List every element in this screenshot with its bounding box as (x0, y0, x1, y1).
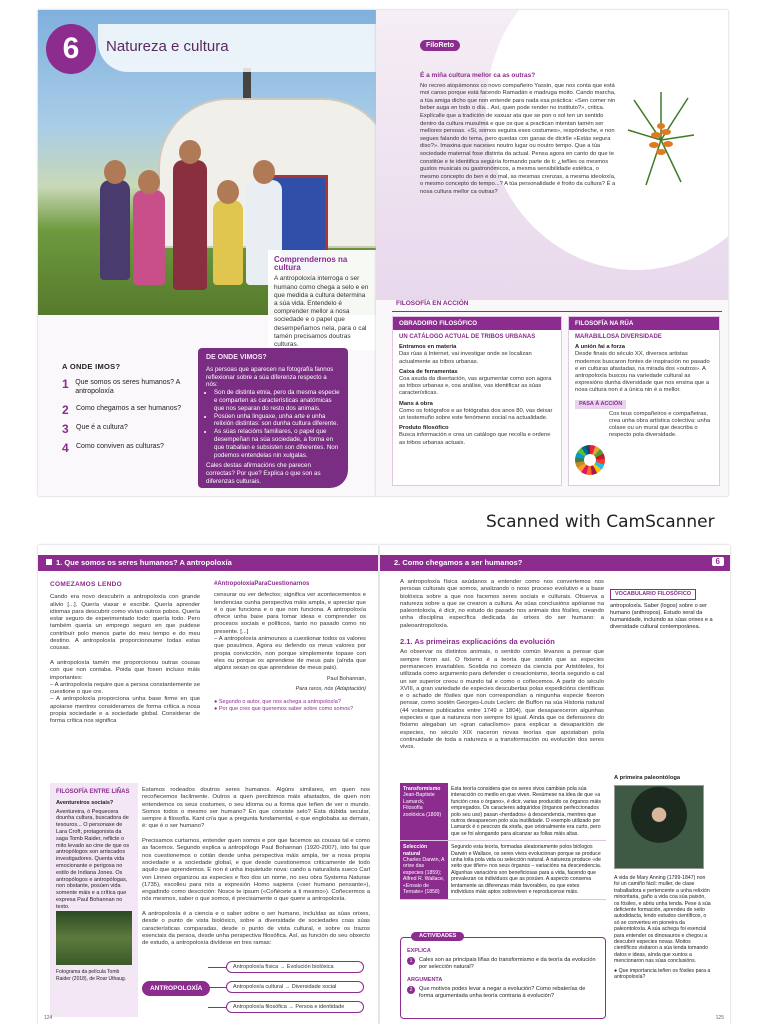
reading-right-column: #AntropoloxíaParaCuestionarnos censurar ou ver defectos; significa ver acontecementos e tendencias cunha perspectiva máis ampla, e apreciar que é o que funciona e o que non funciona. A antropoloxía ofrece unha base para tomar ideas e comprender os procesos sociais e políticos, tanto no pasado como no presente. [...] – A antropoloxía animounos a cuestionar todos os valores que posuímos. Agora eu defendo os meus valores por propia convicción, non porque simplemente topase con eles ou porque os aprendese de meus pais (aínda que algúns sexan os que aprendese de meus pais). Paul Bohannan, Para raros, nós (Adaptación) ● Segundo o autor, que nos achega a antropoloxía? ● Por que cres que queremos saber sobre como somos? (214, 581, 366, 713)
scanner-watermark: Scanned with CamScanner (486, 512, 715, 532)
pasa-accion-tag: PASA Á ACCIÓN (575, 400, 626, 409)
antropoloxia-branch: Antropoloxía cultural → Diversidade social (226, 981, 364, 993)
onde-vimos-title: DE ONDE VIMOS? (206, 354, 267, 361)
onde-imos-title: A ONDE IMOS? (62, 362, 121, 371)
antropoloxia-root: ANTROPOLOXÍA (142, 981, 210, 996)
page-number: 124 (44, 1015, 53, 1021)
onde-imos-item: 3 Que é a cultura? (62, 422, 128, 436)
reading-questions: ● Segundo o autor, que nos achega a antropoloxía? ● Por que cres que queremos saber sobre como somos? (214, 699, 354, 713)
chapter-chip: 6 (712, 557, 724, 566)
mary-anning-portrait (614, 785, 704, 869)
vocabulary-box: VOCABULARIO FILOSÓFICO antropoloxía. Saber (logos) sobre o ser humano (anthropos). Estudo xeral da humanidade, incluindo as súas orixes e a diversidade cultural contemporánea. (610, 591, 713, 630)
antropoloxia-diagram (138, 959, 378, 1021)
sdg-wheel-icon (575, 445, 605, 475)
filosofia-entre-linas-box: FILOSOFÍA ENTRE LIÑAS Aventureiros sociais? Aventureira, ó Pequecera dounha cultura, buscadora de tesouros... O personaxe de Lara Croft, protagonista da saga Tomb Raider, reflicte o mito levado ao cine de que os antropólogos son arriscados investigadores. Quenta vida emocionante e perigosa no estilo de Indiana Jones. Os antropólogos e antropólogas, non obstante, posúen vida somente máis e a crítica que expresa Paul Bohannan no texto. Fotograma da película Tomb Raider (2018), de Roar Uthaug. (50, 783, 138, 1017)
onde-imos-item: 1 Que somos os seres humanos? A antropoloxía (62, 377, 180, 395)
onde-imos (62, 362, 212, 462)
section-1-header: 1. Que somos os seres humanos? A antropoloxía (38, 555, 378, 571)
understand-text: A antropoloxía interroga o ser humano como chega a selo e en que medida a cultura determina a súa vida. Entendelo é comprender mellor a nosa sociedade e o papel que desempeñamos nela, para o cal tamén precisamos doutras culturas. (274, 275, 369, 349)
portrait-title: A primeira paleontóloga (614, 775, 681, 781)
subsection-title: 2.1. As primeiras explicacións da evolución (400, 637, 555, 647)
antropoloxia-branch: Antropoloxía filosófica → Persoa e identidade (226, 1001, 364, 1013)
chapter-number: 6 (46, 24, 96, 74)
understand-title: Comprendernos na cultura (274, 255, 348, 273)
filoreto-tag: FiloReto (420, 40, 460, 51)
antropoloxia-branch: Antropoloxía física → Evolución biolóxica (226, 961, 364, 973)
hashtag: #AntropoloxíaParaCuestionarnos (214, 581, 310, 587)
portrait-caption: A vida de Mary Anning (1799-1847) non foi un camiño fácil: muller, de clase traballadora e pertencente a unha relixión minoritaria, gaño a vida coa súa paixón, os fósiles, e abriu unha tenda. Pese á súa deficiente formación, aprendeu de xeito autodidacta, lendo estudos científicos, o só se converteu en pioneira da paleontoloxía. A súa achega foi esencial para entender os dinosauros e chegou a descubrir especies novas. Moitos científicos visitaron a súa tenda tomando datos e ideas, aínda que xuntos a mencionaron nas súas conclusións. ● Que importancia teñen os fósiles para a antropoloxía? (614, 875, 711, 981)
section-2-body: A antropoloxía física axúdanos a entender como nos convertemos nos persoas culturais que somos, analizando o noso proceso evolutivo e a base biolóxica sobre a que nos facemos seres sociais e culturais. Observa a natureza sobre a que se crearon a cultura. As súas conclusións apóianse na paleontoloxía, é dicir, no estudo do pasado nos animais dos fósiles, creando unha disciplina específica dedicada ás orixes do ser humano: a paleoantropoloxía. 2.1. As primeiras explicacións da evolución Ao observar os distintos animais, o sentido común lévanos a pensar que sempre foron así. O fixismo é a teoría que sostén que as especies permanecen invariables. Sostida no comezo da ciencia por Aristóteles, foi utilizada como argumento para defender o creacionismo, teoría segundo a cal un ser superior creou o mundo tal e como o coñecemos. A partir do século XVIII, a gran variedade de especies descubertas polas expedicións científicas e o achado de fósiles que non correspondían a ningunha especie fixeron pensar, como sostén Georges-Louis Leclerc de Buffon na súa Historia natural (44 volumes publicados entre 1749 e 1804), que desapareceron algunhas especies e que a natureza non sempre foi igual. Ainda que os defensores do fixismo alegaban un «gran cataclismo» para explicar a desaparición de especies, no século XIX naceron novas teorías que apostaban pola continuidade de toda a natureza e a transformación ou evolución dos seres vivos. (400, 579, 604, 751)
section-1-page (38, 545, 378, 1024)
section-1-body: Estamos rodeados doutros seres humanos. Algúns similares, en quen nos recoñecemos facilmente. Outros a quen percibimos máis afastados, de quen non entendemos os seus costumes, o seu idioma ou a forma que teñen de ver o mundo. Somos todos o mesmo ser humano? En que consiste selo? Esta dúbida secular, sempre á filosofía. Kant cría que a pregunta fundamental, e que englobaba as demais, é: que é o ser humano? Precisamos curtarnos, entender quen somos e por que facemos as cousas tal e como as facemos. Segundo explica a antropólogo Paul Bohannan (1920-2007), isto fai que nos cuestionemos o cotián desde unha perspectiva máis ampla, ter a nosa propia sociedade e a sociedade global, e que desde cuestionemos criticamente de todo aquilo que aprendemos. E non é unha inquietude nova: cando a naturalista sueco Carl von Linneo organizou as especies e fixo dos un nome, no seu obra Systema Naturae (1735), escolleu para nós a expresión Homo sapiens («ser humano pensante»), engadindo como descrición: Nosce te ipsum («Coñécete a ti mesmo»). Coñecermos a nós mesmos, saber o que somos, é precisamente o que quere a antropoloxía. A antropoloxía é a ciencia e o saber sobre o ser humano, incluídas as súas orixes, desde o punto de vista biolóxico, sobre a diversidade de sociedades coas súas características comparadas, desde o punto de vista cultural, e sobre os trazos esenciais da persoa, desde unha perspectiva filosófica. Así, as función do seu obxecto de estudo, a antropoloxía divídese en tres ramas: (142, 787, 370, 947)
activities-box: ACTIVIDADES EXPLICA 1 Cales son as principais liñas do transformismo e da teoría da evolución por selección natural? ARGUMENTA 2 Que motivos podes levar a negar a evolución? Como rebaterías de forma argumentada unha teoría contraria á evolución? (400, 937, 606, 1019)
obradoiro-panel: OBRADOIRO FILOSÓFICO UN CATÁLOGO ACTUAL DE TRIBOS URBANAS Entramos en materia Das rúas á Internet, vai investigar onde se localizan actualmente as tribos urbanas. Caixa de ferramentas Coa axuda da disertación, vas argumentar como son agora as tribos urbanas e, coa análise, vas identificar as súas características. Mans á obra Como os fotógrafos e as fotógrafas dos anos 80, vas deixar un testemuño sobre este fenómeno social na actualidade. Produto filosófico Busca información e crea un catálogo que recolla e ordene as tribos urbanas actuais. (392, 316, 562, 486)
onde-imos-item: 2 Como chegamos a ser humanos? (62, 403, 182, 417)
chapter-opener-right-page (376, 10, 728, 496)
filosofia-rua-panel: FILOSOFÍA NA RÚA MARABILLOSA DIVERSIDADE A unión fai a forza Desde finais do século XX, diversos artistas modernos buscaron fontes de inspiración no pasado e en culturas afastadas, na mirada dos «outros». A antropoloxía buscou na variedade cultural as expresións dunha diversidade que nos ensina que a nosa cultura non é a única nin é a mellor. PASA Á ACCIÓN Cos teus compañeiros e compañeiras, crea unha obra artística colectiva: unha colaxe ou un mural que describa o respecto pola diversidade. (568, 316, 720, 486)
theories-table (400, 783, 606, 900)
chapter-title: Natureza e cultura (106, 38, 229, 55)
onde-imos-item: 4 Como conviven as culturas? (62, 441, 164, 455)
saffron-plant-icon (626, 90, 696, 190)
onde-vimos-box: DE ONDE VIMOS? As persoas que aparecen na fotografía fannos reflexionar sobre a súa diferenza respecto a nós: • Son de distinta etnia, pero da mesma especie e comparten as características anatómicas que nos separan do resto dos animais. • Posúen unha linguaxe, unha arte e unha relixión distintas: son dunha cultura diferente. • As súas relacións familiares, o papel que desempeñan na súa sociedade, a forma en que traballan e subsisten son diferentes. Non podemos entendelas nin xulgalas. Cales destas afirmacións che parecen correctas? Por que? Explica o que son as diferenzas culturais. (198, 348, 348, 488)
chapter-opener-left-page (38, 10, 376, 496)
filosofia-accion-header: FILOSOFÍA EN ACCIÓN (392, 298, 722, 312)
reading-left-column: COMEZAMOS LENDO Cando era novo descubrín a antropoloxía con grande alivio [...]. Quería viaxar e escribir. Quería aprender idiomas para descubrir como vivían outros pobos. Quería estar seguro de experimentado todo: quería todo. Pero também queria un emprego seguro en que puidese contribuír polo menos parte do meu tempo e do meu destino. A antropoloxía proporcionoume todas estas cousas. A antropoloxía tamén me proporcionou outras cousas con que non contaba. Poida que fosen incluso máis importantes: – A antropoloxía require que a persoa constantemente se cuestione o que cre. – A antropoloxía proporciona unha base firme en que apoiarse mentres consideramos de forma crítica a nosa propia sociedade e a sociedade global. Considerar de forma crítica nos significa (50, 581, 200, 725)
section-2-page (380, 545, 730, 1024)
table-row: Selección natural Charles Darwin, A orixe das especies (1859); Alfred R. Wallace, «Ensaio de Ternate» (1858) Segundo esta teoría, formadas aleatoriamente polos biólogos Darwin e Wallace, os seres vivos evolucionan porque se produce unha loita pola vida ou selección natural. A natureza produce «de xeito que tiñen» nos seus órganos – variacións na descendencia. Algunhas variacións son beneficiosas para a vida, facendo que prevalezan os individuos que as posúen. A aspecto conserva lentamente as diferenzas máis favorables, ou que estes individuos máis aptos sobreviven e reproducense máis. (400, 841, 606, 899)
page-number: 125 (715, 1015, 724, 1021)
tomb-raider-still (56, 911, 132, 965)
understand-box (268, 250, 376, 350)
section-2-header: 2. Como chegamos a ser humanos? 6 (380, 555, 730, 571)
filoreto-text: É a miña cultura mellor ca as outras? No recreo atopámonos co novo compañeiro Yassin, que nos conta que está moi canso porque está facendo Ramadán e madruga moito. Cando marcha, a túa amiga dicho que non entende para nada esa práctica: «Sen comer nin beber auga en todo o día... Así, quen pode render no instituto?», critica. Explícalle que a tradición de xaxuar ata que se pon o sol ten un sentido dentro da cultura musulmá e que os que a practican intentan tamén ser mellores persoas. «Si, somos seguira eses costumes», respóndeche, e non segues falando do tema, pero quedas con ganas de dicirlle «Estás segura diso?». Imaxina que naceses noutro lugar ou noutro tempo. Que a túa sociedade maternal fose distinta da actual. Pensa agora en canto do que te constitúe e te identifica seguiría formando parte de ti: ¿teñles os mesmos gustos musicais ou gastronómicos, a mesma sensibilidade estética, o mesmo concepto do ben e do mal, as mesmas crenzas, a mesma ideoloxía, o mesmo concepto do tempo...? A túa personalidade é froito da cultura? É a nosa cultura mellor ca outras? (420, 72, 616, 195)
table-row: Transformismo Jean-Baptiste Lamarck, Filosofía zoolóxica (1809) Esta teoría considera que os seres vivos cambian pola súa interacción co medio en que viven. Resúmese na idea de que «a función crea o órgano», é dicir, varias producido os órganos máis empregados. Os caracteres adquiridos (órganos perfeccionados polo seu uso) pasan «herdados» á descendencia, mentres que outros desaparecen polo súa inutilidade. O exemplo utilizado por Lamarck é o pescozo da xirafa, que orixinalmente era curto, pero que se foi alongando para alcanzar as follas máis altas. (400, 783, 606, 841)
